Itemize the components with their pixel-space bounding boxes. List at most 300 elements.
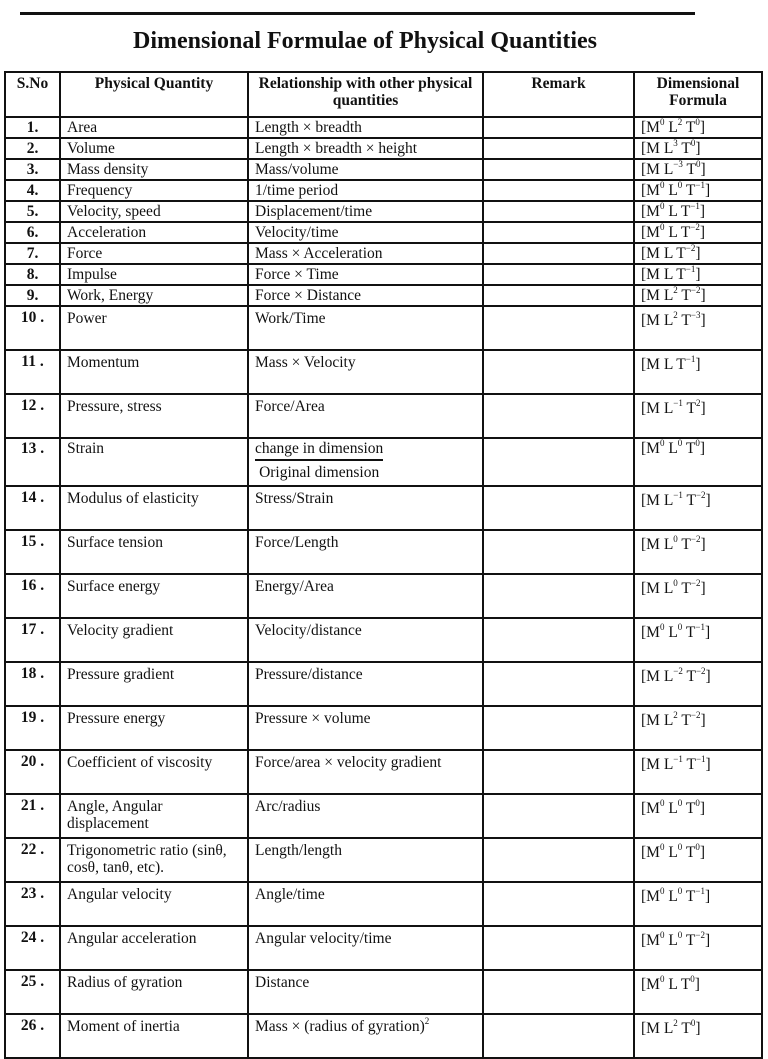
dimensional-formula-cell bbox=[634, 285, 762, 306]
physical-quantity-cell: Momentum bbox=[60, 350, 248, 394]
dimensional-formula-cell bbox=[634, 618, 762, 662]
relationship-text: Velocity/distance bbox=[255, 622, 362, 639]
formula-text: ] bbox=[695, 266, 701, 283]
formula-exponent: −2 bbox=[690, 533, 701, 544]
remark-cell bbox=[483, 243, 634, 264]
formula-text: L bbox=[664, 888, 678, 905]
remark-cell bbox=[483, 750, 634, 794]
formula-text: ] bbox=[700, 161, 706, 178]
formula-text: ] bbox=[700, 400, 706, 417]
relationship-cell bbox=[248, 285, 483, 306]
table-row bbox=[5, 926, 762, 970]
dimensional-formula-cell bbox=[634, 574, 762, 618]
table-row bbox=[5, 574, 762, 618]
physical-quantity-cell: Pressure gradient bbox=[60, 662, 248, 706]
formula-exponent: 2 bbox=[677, 117, 683, 127]
relationship-cell bbox=[248, 794, 483, 838]
relationship-cell bbox=[248, 838, 483, 882]
remark-cell bbox=[483, 882, 634, 926]
dimensional-formula-cell bbox=[634, 706, 762, 750]
formula-text: ] bbox=[704, 888, 711, 905]
formula-exponent: −2 bbox=[685, 243, 696, 253]
formula-exponent: −1 bbox=[685, 264, 696, 274]
table-row bbox=[5, 306, 762, 350]
formula-exponent: 0 bbox=[659, 201, 665, 211]
relationship-text: Mass × Acceleration bbox=[255, 245, 383, 262]
relationship-cell bbox=[248, 117, 483, 138]
physical-quantity-cell: Modulus of elasticity bbox=[60, 486, 248, 530]
remark-cell bbox=[483, 618, 634, 662]
relationship-cell bbox=[248, 662, 483, 706]
formula-exponent: 2 bbox=[673, 709, 678, 720]
formula-text: [M L bbox=[641, 756, 674, 773]
formula-exponent: 0 bbox=[673, 577, 678, 588]
formula-exponent: −1 bbox=[695, 621, 705, 632]
formula-text: [M L bbox=[641, 712, 674, 729]
formula-exponent: −2 bbox=[690, 222, 700, 232]
formula-exponent: 0 bbox=[673, 533, 678, 544]
formula-exponent: 2 bbox=[695, 397, 701, 408]
formula-exponent: −2 bbox=[695, 489, 706, 500]
table-row bbox=[5, 838, 762, 882]
formula-exponent: 0 bbox=[659, 885, 665, 896]
serial-number-cell: 9. bbox=[5, 285, 60, 306]
relationship-cell bbox=[248, 618, 483, 662]
relationship-text: Force/area × velocity gradient bbox=[255, 754, 442, 771]
remark-cell bbox=[483, 138, 634, 159]
formula-exponent: −1 bbox=[673, 753, 683, 764]
remark-cell bbox=[483, 662, 634, 706]
formula-exponent: 0 bbox=[659, 621, 665, 632]
formula-text: ] bbox=[694, 976, 700, 993]
formula-exponent: 0 bbox=[659, 117, 665, 127]
dimensional-formula-cell bbox=[634, 222, 762, 243]
table-row bbox=[5, 201, 762, 222]
relationship-text: Displacement/time bbox=[255, 203, 373, 220]
remark-cell bbox=[483, 530, 634, 574]
formula-text: T bbox=[682, 932, 696, 949]
table-row bbox=[5, 285, 762, 306]
formula-text: L bbox=[664, 624, 678, 641]
formula-text: L bbox=[664, 182, 678, 199]
remark-cell bbox=[483, 486, 634, 530]
formula-text: ] bbox=[699, 203, 706, 220]
dimensional-formula-table bbox=[4, 71, 763, 1059]
formula-text: T bbox=[682, 440, 696, 457]
remark-cell bbox=[483, 794, 634, 838]
table-row bbox=[5, 180, 762, 201]
relationship-exponent: 2 bbox=[424, 1015, 430, 1026]
formula-exponent: 2 bbox=[673, 309, 678, 320]
formula-exponent: −1 bbox=[673, 489, 683, 500]
formula-text: T bbox=[677, 712, 691, 729]
formula-text: ] bbox=[695, 356, 701, 373]
formula-text: ] bbox=[695, 245, 701, 262]
formula-exponent: −1 bbox=[695, 753, 706, 764]
formula-text: T bbox=[677, 536, 691, 553]
physical-quantity-cell: Power bbox=[60, 306, 248, 350]
relationship-text: Angle/time bbox=[255, 886, 325, 903]
formula-text: L bbox=[664, 440, 678, 457]
formula-exponent: 0 bbox=[695, 159, 701, 169]
serial-number-cell: 3. bbox=[5, 159, 60, 180]
table-row bbox=[5, 264, 762, 285]
formula-text: ] bbox=[704, 932, 711, 949]
table-row bbox=[5, 350, 762, 394]
formula-text: T bbox=[682, 161, 696, 178]
formula-text: [M L bbox=[641, 668, 674, 685]
formula-exponent: −1 bbox=[685, 353, 696, 364]
formula-text: [M L bbox=[641, 580, 674, 597]
formula-text: [M bbox=[641, 932, 660, 949]
relationship-text: Force/Area bbox=[255, 398, 325, 415]
relationship-text: Pressure/distance bbox=[255, 666, 363, 683]
remark-cell bbox=[483, 926, 634, 970]
formula-text: [M L T bbox=[641, 266, 686, 283]
relationship-text: Velocity/time bbox=[255, 224, 339, 241]
formula-text: ] bbox=[695, 140, 701, 157]
serial-number-cell: 18 . bbox=[5, 662, 60, 706]
formula-text: [M L bbox=[641, 140, 674, 157]
formula-exponent: 3 bbox=[673, 138, 678, 148]
formula-exponent: 0 bbox=[690, 973, 695, 984]
physical-quantity-cell: Volume bbox=[60, 138, 248, 159]
relationship-cell bbox=[248, 394, 483, 438]
relationship-text: Distance bbox=[255, 974, 310, 991]
dimensional-formula-cell bbox=[634, 306, 762, 350]
formula-text: T bbox=[682, 800, 696, 817]
formula-text: L bbox=[664, 844, 678, 861]
formula-text: T bbox=[677, 287, 691, 304]
remark-cell bbox=[483, 306, 634, 350]
dimensional-formula-cell bbox=[634, 838, 762, 882]
physical-quantity-cell: Strain bbox=[60, 438, 248, 486]
table-row bbox=[5, 394, 762, 438]
serial-number-cell: 22 . bbox=[5, 838, 60, 882]
dimensional-formula-cell bbox=[634, 794, 762, 838]
physical-quantity-cell: Mass density bbox=[60, 159, 248, 180]
formula-text: [M L T bbox=[641, 245, 686, 262]
formula-exponent: −1 bbox=[695, 180, 705, 190]
formula-text: T bbox=[682, 182, 696, 199]
dimensional-formula-cell bbox=[634, 926, 762, 970]
table-row bbox=[5, 117, 762, 138]
formula-text: L bbox=[664, 119, 678, 136]
serial-number-cell: 8. bbox=[5, 264, 60, 285]
formula-text: T bbox=[677, 312, 691, 329]
relationship-cell bbox=[248, 750, 483, 794]
serial-number-cell: 23 . bbox=[5, 882, 60, 926]
dimensional-formula-cell bbox=[634, 350, 762, 394]
physical-quantity-cell: Moment of inertia bbox=[60, 1014, 248, 1058]
formula-text: [M bbox=[641, 844, 660, 861]
formula-text: [M L bbox=[641, 536, 674, 553]
dimensional-formula-cell bbox=[634, 662, 762, 706]
dimensional-formula-cell bbox=[634, 486, 762, 530]
formula-text: T bbox=[682, 119, 696, 136]
serial-number-cell: 20 . bbox=[5, 750, 60, 794]
serial-number-cell: 26 . bbox=[5, 1014, 60, 1058]
remark-cell bbox=[483, 350, 634, 394]
relationship-text: Angular velocity/time bbox=[255, 930, 392, 947]
physical-quantity-cell: Acceleration bbox=[60, 222, 248, 243]
remark-cell bbox=[483, 394, 634, 438]
dimensional-formula-cell bbox=[634, 438, 762, 486]
dimensional-formula-cell bbox=[634, 180, 762, 201]
formula-exponent: 0 bbox=[677, 438, 683, 448]
physical-quantity-cell: Trigonometric ratio (sinθ, cosθ, tanθ, etc). bbox=[60, 838, 248, 882]
relationship-text: Pressure × volume bbox=[255, 710, 371, 727]
table-row bbox=[5, 970, 762, 1014]
formula-text: T bbox=[677, 580, 691, 597]
ratio-fraction bbox=[255, 440, 383, 482]
relationship-cell bbox=[248, 574, 483, 618]
relationship-text: Stress/Strain bbox=[255, 490, 334, 507]
formula-exponent: 0 bbox=[659, 841, 665, 852]
formula-text: T bbox=[682, 668, 696, 685]
remark-cell bbox=[483, 706, 634, 750]
formula-text: [M L bbox=[641, 287, 674, 304]
table-row bbox=[5, 882, 762, 926]
relationship-cell bbox=[248, 926, 483, 970]
formula-exponent: −1 bbox=[695, 885, 705, 896]
relationship-text: Mass/volume bbox=[255, 161, 339, 178]
formula-text: ] bbox=[704, 182, 711, 199]
formula-text: ] bbox=[695, 1020, 701, 1037]
serial-number-cell: 13 . bbox=[5, 438, 60, 486]
formula-exponent: 0 bbox=[677, 885, 683, 896]
relationship-text: Force × Distance bbox=[255, 287, 362, 304]
table-row bbox=[5, 794, 762, 838]
physical-quantity-cell: Force bbox=[60, 243, 248, 264]
formula-exponent: −2 bbox=[690, 709, 701, 720]
physical-quantity-cell: Surface energy bbox=[60, 574, 248, 618]
serial-number-cell: 25 . bbox=[5, 970, 60, 1014]
remark-cell bbox=[483, 222, 634, 243]
fraction-denominator: Original dimension bbox=[259, 464, 380, 481]
formula-text: [M bbox=[641, 624, 660, 641]
dimensional-formula-cell bbox=[634, 138, 762, 159]
serial-number-cell: 14 . bbox=[5, 486, 60, 530]
serial-number-cell: 1. bbox=[5, 117, 60, 138]
formula-text: [M bbox=[641, 203, 660, 220]
formula-text: ] bbox=[699, 440, 706, 457]
page-title: Dimensional Formulae of Physical Quantities bbox=[133, 28, 597, 54]
formula-exponent: 0 bbox=[659, 438, 665, 448]
physical-quantity-cell: Pressure, stress bbox=[60, 394, 248, 438]
table-row bbox=[5, 243, 762, 264]
formula-exponent: 0 bbox=[690, 138, 696, 148]
formula-text: [M bbox=[641, 888, 660, 905]
dimensional-formula-cell bbox=[634, 1014, 762, 1058]
serial-number-cell: 2. bbox=[5, 138, 60, 159]
table-row bbox=[5, 618, 762, 662]
top-rule bbox=[20, 12, 695, 15]
relationship-text: Mass × (radius of gyration) bbox=[255, 1018, 425, 1035]
formula-text: [M L bbox=[641, 1020, 674, 1037]
serial-number-cell: 15 . bbox=[5, 530, 60, 574]
formula-text: [M bbox=[641, 440, 660, 457]
header-physical-quantity: Physical Quantity bbox=[60, 72, 248, 117]
serial-number-cell: 4. bbox=[5, 180, 60, 201]
table-row bbox=[5, 706, 762, 750]
relationship-text: Force × Time bbox=[255, 266, 339, 283]
serial-number-cell: 5. bbox=[5, 201, 60, 222]
formula-exponent: 2 bbox=[673, 285, 678, 295]
relationship-cell bbox=[248, 882, 483, 926]
formula-text: [M bbox=[641, 182, 660, 199]
formula-exponent: −3 bbox=[673, 159, 683, 169]
physical-quantity-cell: Angle, Angular displacement bbox=[60, 794, 248, 838]
remark-cell bbox=[483, 201, 634, 222]
table-body bbox=[5, 117, 762, 1058]
formula-exponent: 0 bbox=[659, 973, 665, 984]
formula-exponent: −2 bbox=[690, 285, 701, 295]
remark-cell bbox=[483, 180, 634, 201]
formula-text: ] bbox=[705, 668, 711, 685]
relationship-cell bbox=[248, 264, 483, 285]
formula-exponent: 0 bbox=[659, 180, 665, 190]
serial-number-cell: 12 . bbox=[5, 394, 60, 438]
dimensional-formula-cell bbox=[634, 201, 762, 222]
table-row bbox=[5, 1014, 762, 1058]
header-remark: Remark bbox=[483, 72, 634, 117]
formula-exponent: 0 bbox=[659, 929, 665, 940]
serial-number-cell: 16 . bbox=[5, 574, 60, 618]
formula-exponent: 0 bbox=[659, 797, 665, 808]
serial-number-cell: 21 . bbox=[5, 794, 60, 838]
physical-quantity-cell: Work, Energy bbox=[60, 285, 248, 306]
serial-number-cell: 17 . bbox=[5, 618, 60, 662]
formula-text: ] bbox=[699, 844, 706, 861]
formula-text: [M bbox=[641, 976, 660, 993]
header-relationship: Relationship with other physical quantities bbox=[248, 72, 483, 117]
relationship-text: Work/Time bbox=[255, 310, 326, 327]
formula-text: ] bbox=[705, 756, 711, 773]
header-sno: S.No bbox=[5, 72, 60, 117]
physical-quantity-cell: Area bbox=[60, 117, 248, 138]
table-header-row bbox=[5, 72, 762, 117]
formula-text: [M bbox=[641, 119, 660, 136]
relationship-cell bbox=[248, 243, 483, 264]
formula-exponent: 0 bbox=[695, 841, 700, 852]
relationship-cell bbox=[248, 486, 483, 530]
remark-cell bbox=[483, 1014, 634, 1058]
formula-exponent: 0 bbox=[695, 438, 700, 448]
physical-quantity-cell: Velocity, speed bbox=[60, 201, 248, 222]
formula-text: L bbox=[664, 800, 678, 817]
formula-text: [M L bbox=[641, 161, 674, 178]
serial-number-cell: 10 . bbox=[5, 306, 60, 350]
table-row bbox=[5, 138, 762, 159]
dimensional-formula-cell bbox=[634, 117, 762, 138]
serial-number-cell: 24 . bbox=[5, 926, 60, 970]
relationship-cell bbox=[248, 438, 483, 486]
relationship-cell bbox=[248, 222, 483, 243]
serial-number-cell: 11 . bbox=[5, 350, 60, 394]
formula-exponent: −2 bbox=[673, 665, 683, 676]
formula-text: T bbox=[682, 624, 696, 641]
table-row bbox=[5, 438, 762, 486]
formula-text: T bbox=[677, 140, 691, 157]
serial-number-cell: 6. bbox=[5, 222, 60, 243]
table-row bbox=[5, 530, 762, 574]
formula-exponent: −2 bbox=[695, 929, 705, 940]
formula-text: [M L bbox=[641, 400, 674, 417]
formula-text: ] bbox=[699, 224, 706, 241]
dimensional-formula-cell bbox=[634, 159, 762, 180]
remark-cell bbox=[483, 438, 634, 486]
dimensional-formula-cell bbox=[634, 970, 762, 1014]
table-row bbox=[5, 662, 762, 706]
fraction-numerator: change in dimension bbox=[255, 440, 383, 461]
dimensional-formula-cell bbox=[634, 882, 762, 926]
formula-text: ] bbox=[700, 312, 706, 329]
serial-number-cell: 7. bbox=[5, 243, 60, 264]
formula-exponent: 0 bbox=[677, 797, 683, 808]
formula-text: L T bbox=[664, 224, 691, 241]
formula-text: [M L bbox=[641, 312, 674, 329]
relationship-cell bbox=[248, 350, 483, 394]
remark-cell bbox=[483, 838, 634, 882]
dimensional-formula-cell bbox=[634, 530, 762, 574]
formula-text: ] bbox=[700, 287, 706, 304]
relationship-text: Force/Length bbox=[255, 534, 339, 551]
formula-text: [M bbox=[641, 224, 660, 241]
physical-quantity-cell: Velocity gradient bbox=[60, 618, 248, 662]
relationship-cell bbox=[248, 706, 483, 750]
physical-quantity-cell: Frequency bbox=[60, 180, 248, 201]
formula-text: T bbox=[682, 844, 696, 861]
formula-exponent: 0 bbox=[677, 929, 683, 940]
formula-exponent: 0 bbox=[695, 117, 700, 127]
formula-text: ] bbox=[705, 492, 711, 509]
table-row bbox=[5, 222, 762, 243]
table-row bbox=[5, 159, 762, 180]
remark-cell bbox=[483, 264, 634, 285]
physical-quantity-cell: Angular velocity bbox=[60, 882, 248, 926]
relationship-cell bbox=[248, 530, 483, 574]
remark-cell bbox=[483, 574, 634, 618]
remark-cell bbox=[483, 970, 634, 1014]
formula-exponent: −2 bbox=[690, 577, 701, 588]
dimensional-formula-cell bbox=[634, 264, 762, 285]
formula-text: T bbox=[682, 492, 696, 509]
physical-quantity-cell: Angular acceleration bbox=[60, 926, 248, 970]
dimensional-formula-cell bbox=[634, 394, 762, 438]
formula-text: T bbox=[682, 756, 696, 773]
dimensional-formula-cell bbox=[634, 243, 762, 264]
formula-text: ] bbox=[699, 800, 706, 817]
formula-exponent: 0 bbox=[677, 180, 683, 190]
header-dimensional-formula: Dimensional Formula bbox=[634, 72, 762, 117]
formula-text: ] bbox=[704, 624, 711, 641]
formula-text: T bbox=[682, 888, 696, 905]
relationship-text: Length/length bbox=[255, 842, 342, 859]
formula-exponent: 0 bbox=[695, 797, 700, 808]
relationship-text: Arc/radius bbox=[255, 798, 321, 815]
formula-exponent: 0 bbox=[677, 841, 683, 852]
formula-text: T bbox=[677, 1020, 691, 1037]
relationship-text: 1/time period bbox=[255, 182, 339, 199]
serial-number-cell: 19 . bbox=[5, 706, 60, 750]
formula-text: L T bbox=[664, 203, 691, 220]
relationship-text: Mass × Velocity bbox=[255, 354, 356, 371]
relationship-cell bbox=[248, 306, 483, 350]
physical-quantity-cell: Radius of gyration bbox=[60, 970, 248, 1014]
remark-cell bbox=[483, 159, 634, 180]
formula-text: ] bbox=[700, 712, 706, 729]
